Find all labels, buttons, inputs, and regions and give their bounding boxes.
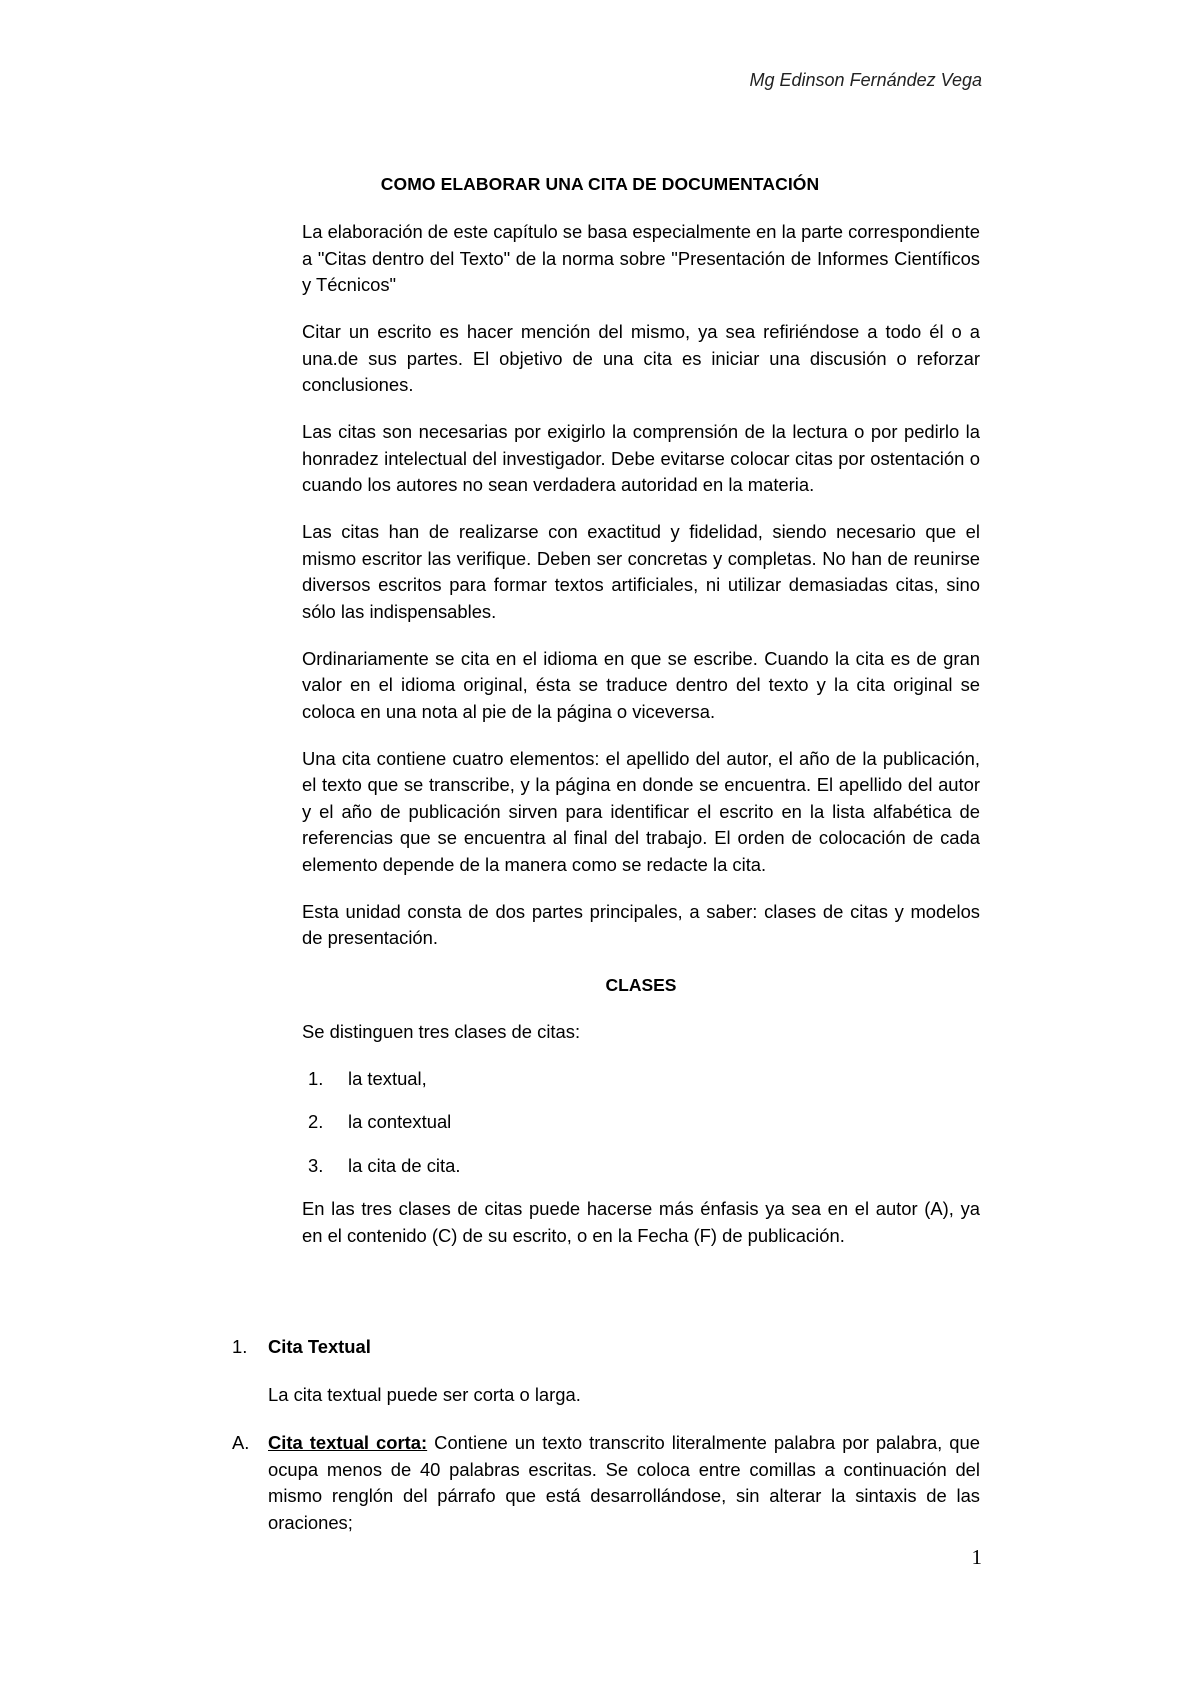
paragraph-7: Esta unidad consta de dos partes principales, a saber: clases de citas y modelos de presentación. (302, 900, 980, 948)
section-1 (232, 1334, 980, 1361)
list-item-text: la cita de cita. (348, 1154, 461, 1176)
clases-intro: Se distinguen tres clases de citas: (302, 1020, 581, 1042)
paragraph-6: Una cita contiene cuatro elementos: el apellido del autor, el año de la publicación, el texto que se transcribe, y la página en donde se encuentra. El apellido del autor y el año de publicación sirven para identificar el escrito en la lista alfabética de referencias que se encuentra al final del trabajo. El orden de colocación de cada elemento depende de la manera como se redacte la cita. (302, 747, 980, 875)
author-header: Mg Edinson Fernández Vega (749, 70, 982, 90)
paragraph-4: Las citas han de realizarse con exactitud y fidelidad, siendo necesario que el mismo escritor las verifique. Deben ser concretas y completas. No han de reunirse diversos escritos para formar textos artificiales, ni utilizar demasiadas citas, sino sólo las indispensables. (302, 521, 980, 622)
list-item (302, 1109, 980, 1136)
paragraph-3: Las citas son necesarias por exigirlo la comprensión de la lectura o por pedirlo la honradez intelectual del investigador. Debe evitarse colocar citas por ostentación o cuando los autores no sean verdadera autoridad en la materia. (302, 421, 980, 495)
section-a-term: Cita textual corta: (268, 1432, 428, 1453)
clases-heading: CLASES (605, 975, 677, 995)
section-1-intro-block (268, 1382, 980, 1409)
section-1-heading: Cita Textual (268, 1336, 371, 1357)
list-item-number: 1. (308, 1067, 324, 1089)
list-item (302, 1153, 980, 1180)
page-number: 1 (971, 1545, 982, 1569)
clases-list (302, 1066, 980, 1180)
document-title (0, 174, 1200, 195)
list-item-number: 2. (308, 1111, 324, 1132)
clases-outro: En las tres clases de citas puede hacerse más énfasis ya sea en el autor (A), ya en el contenido (C) de su escrito, o en la Fecha (F) de publicación. (302, 1198, 980, 1246)
paragraph-1: La elaboración de este capítulo se basa especialmente en la parte correspondiente a "Citas dentro del Texto" de la norma sobre "Presentación de Informes Científicos y Técnicos" (302, 221, 980, 295)
section-1-number: 1. (232, 1336, 248, 1357)
main-column (302, 219, 980, 1270)
document-title-text: COMO ELABORAR UNA CITA DE DOCUMENTACIÓN (380, 174, 820, 194)
section-a-label: A. (232, 1432, 250, 1453)
section-a-body (268, 1430, 980, 1536)
list-item-text: la contextual (348, 1111, 452, 1132)
section-a-text: Contiene un texto transcrito literalmente palabra por palabra, que ocupa menos de 40 palabras escritas. Se coloca entre comillas a continuación del mismo renglón del párrafo que está desarrollándose, sin alterar la sintaxis de las oraciones; (268, 1432, 980, 1533)
paragraph-5: Ordinariamente se cita en el idioma en que se escribe. Cuando la cita es de gran valor en el idioma original, ésta se traduce dentro del texto y la cita original se coloca en una nota al pie de la página o viceversa. (302, 647, 980, 722)
list-item (302, 1066, 980, 1093)
section-a (232, 1430, 980, 1536)
list-item-text: la textual, (348, 1067, 427, 1089)
section-1-intro: La cita textual puede ser corta o larga. (268, 1384, 581, 1405)
list-item-number: 3. (308, 1154, 324, 1176)
paragraph-2: Citar un escrito es hacer mención del mismo, ya sea refiriéndose a todo él o a una.de sus partes. El objetivo de una cita es iniciar una discusión o reforzar conclusiones. (302, 321, 980, 395)
